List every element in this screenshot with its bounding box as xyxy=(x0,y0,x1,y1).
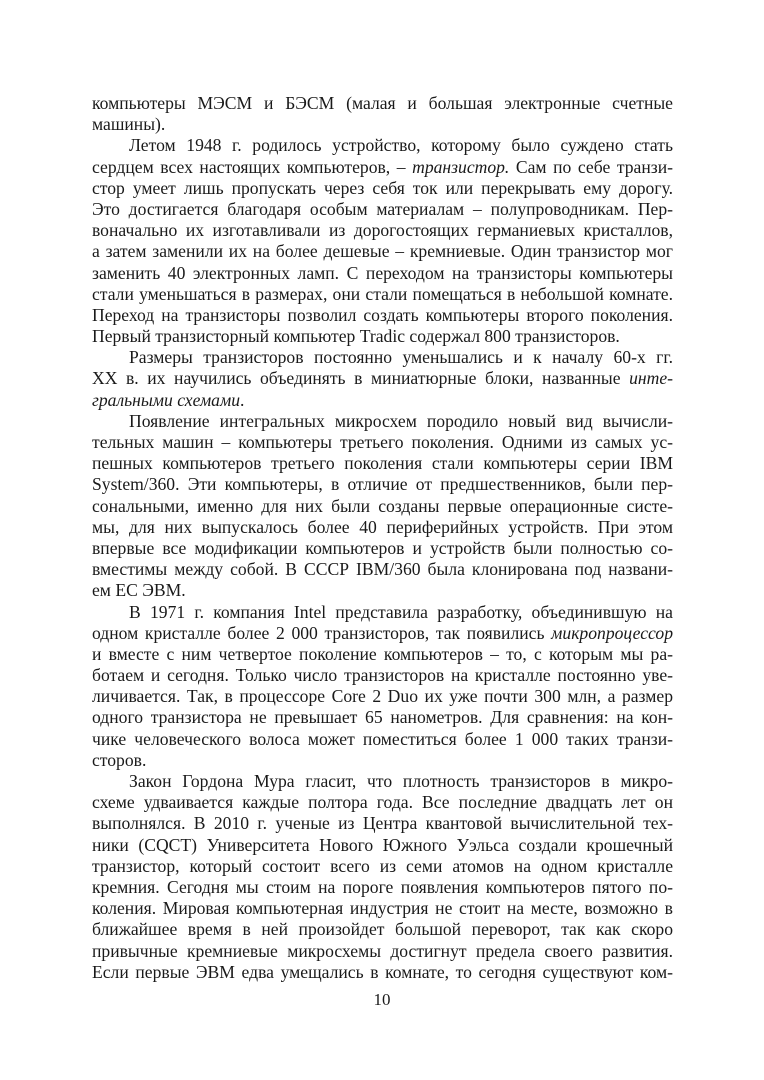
text-run: воначально их изготавливали из дорогостоящих германиевых кристаллов, xyxy=(92,220,673,241)
text-line xyxy=(92,305,673,326)
italic-term: микропроцессор xyxy=(551,622,673,643)
text-run: Сам по себе транзи- xyxy=(509,156,673,177)
text-run: В 1971 г. компания Intel представила разработку, объединившую на xyxy=(129,601,673,622)
text-line xyxy=(92,114,673,135)
text-run: заменить 40 электронных ламп. С переходом на транзисторы компьютеры xyxy=(92,262,673,283)
text-line xyxy=(92,856,673,877)
text-run: а затем заменили их на более дешевые – кремниевые. Один транзистор мог xyxy=(92,241,673,262)
text-run: ближайшее время в ней произойдет большой переворот, так как скоро xyxy=(92,919,673,940)
text-line xyxy=(92,135,673,156)
text-run: машины). xyxy=(92,114,166,135)
text-line xyxy=(92,962,673,983)
text-run: транзистор, который состоит всего из семи атомов на одном кристалле xyxy=(92,855,673,876)
text-run: схеме удваивается каждые полтора года. Все последние двадцать лет он xyxy=(92,792,673,813)
text-line xyxy=(92,347,673,368)
text-line xyxy=(92,665,673,686)
text-run: чике человеческого волоса может поместиться более 1 000 таких транзи- xyxy=(92,728,673,749)
text-line xyxy=(92,220,673,241)
text-line xyxy=(92,474,673,495)
text-run: привычные кремниевые микросхемы достигнут предела своего развития. xyxy=(92,940,673,961)
text-run: Это достигается благодаря особым материалам – полупроводникам. Пер- xyxy=(92,198,673,219)
text-run: стор умеет лишь пропускать через себя ток или перекрывать ему дорогу. xyxy=(92,177,673,198)
text-run: одного транзистора не превышает 65 нанометров. Для сравнения: на кон- xyxy=(92,707,673,728)
text-line xyxy=(92,644,673,665)
text-line xyxy=(92,284,673,305)
text-line xyxy=(92,432,673,453)
text-line xyxy=(92,157,673,178)
text-run: . xyxy=(240,389,245,410)
text-run: Размеры транзисторов постоянно уменьшались и к началу 60-х гг. xyxy=(129,347,673,368)
text-run: сторов. xyxy=(92,749,147,770)
text-run: System/360. Эти компьютеры, в отличие от предшественников, были пер- xyxy=(92,474,673,495)
text-line xyxy=(92,771,673,792)
text-run: сердцем всех настоящих компьютеров, – xyxy=(92,156,413,177)
text-run: кремния. Сегодня мы стоим на пороге появления компьютеров пятого по- xyxy=(92,876,673,897)
text-line xyxy=(92,538,673,559)
text-line xyxy=(92,368,673,389)
text-run: сональными, именно для них были созданы первые операционные систе- xyxy=(92,495,673,516)
text-line xyxy=(92,898,673,919)
text-run: ники (CQCT) Университета Нового Южного Уэльса создали крошечный xyxy=(92,834,673,855)
body-text xyxy=(92,93,673,983)
text-run: коления. Мировая компьютерная индустрия не стоит на месте, возможно в xyxy=(92,898,673,919)
text-line xyxy=(92,813,673,834)
text-run: тельных машин – компьютеры третьего поколения. Одними из самых ус- xyxy=(92,432,673,452)
text-line xyxy=(92,729,673,750)
text-run: Первый транзисторный компьютер Tradic содержал 800 транзисторов. xyxy=(92,326,620,347)
text-line xyxy=(92,835,673,856)
text-line xyxy=(92,241,673,262)
text-run: Если первые ЭВМ едва умещались в комнате, то сегодня существуют ком- xyxy=(92,961,673,982)
text-run: ботаем и сегодня. Только число транзисторов на кристалле постоянно уве- xyxy=(92,665,673,686)
text-run: пешных компьютеров третьего поколения стали компьютеры серии IBM xyxy=(92,453,673,474)
text-line xyxy=(92,453,673,474)
text-line xyxy=(92,199,673,220)
text-run: впервые все модификации компьютеров и устройств были полностью со- xyxy=(92,537,673,558)
italic-term: гральными схемами xyxy=(92,389,241,410)
text-line xyxy=(92,919,673,940)
text-run: личивается. Так, в процессоре Core 2 Duo их уже почти 300 млн, а размер xyxy=(92,686,673,707)
text-line xyxy=(92,750,673,771)
text-run: вместимы между собой. В СССР IBM/360 была клонирована под названи- xyxy=(92,559,673,580)
text-line xyxy=(92,263,673,284)
italic-term: инте- xyxy=(629,368,673,389)
text-run: одном кристалле более 2 000 транзисторов, так появились xyxy=(92,622,552,643)
text-line xyxy=(92,517,673,538)
text-run: выполнялся. В 2010 г. ученые из Центра квантовой вычислительной тех- xyxy=(92,813,673,834)
text-run: Появление интегральных микросхем породило новый вид вычисли- xyxy=(129,410,673,431)
text-run: и вместе с ним четвертое поколение компьютеров – то, с которым мы ра- xyxy=(92,643,673,664)
text-line xyxy=(92,178,673,199)
italic-term: транзистор. xyxy=(412,156,510,177)
text-line xyxy=(92,792,673,813)
text-run: стали уменьшаться в размерах, они стали помещаться в небольшой комнате. xyxy=(92,283,673,304)
text-run: ем ЕС ЭВМ. xyxy=(92,580,186,601)
text-line xyxy=(92,411,673,432)
text-line xyxy=(92,580,673,601)
text-run: Летом 1948 г. родилось устройство, которому было суждено стать xyxy=(129,135,673,156)
text-line xyxy=(92,623,673,644)
text-line xyxy=(92,686,673,707)
text-run: мы, для них выпускалось более 40 периферийных устройств. При этом xyxy=(92,516,673,537)
text-line xyxy=(92,602,673,623)
text-line xyxy=(92,707,673,728)
text-run: компьютеры МЭСМ и БЭСМ (малая и большая электронные счетные xyxy=(92,93,673,113)
text-run: Закон Гордона Мура гласит, что плотность транзисторов в микро- xyxy=(129,771,673,791)
page-number: 10 xyxy=(373,990,391,1009)
text-line xyxy=(92,390,673,411)
text-line xyxy=(92,559,673,580)
text-line xyxy=(92,326,673,347)
text-run: Переход на транзисторы позволил создать компьютеры второго поколения. xyxy=(92,304,673,325)
text-line xyxy=(92,877,673,898)
text-line xyxy=(92,941,673,962)
text-run: XX в. их научились объединять в миниатюрные блоки, названные xyxy=(92,368,630,389)
text-line xyxy=(92,93,673,114)
text-line xyxy=(92,496,673,517)
